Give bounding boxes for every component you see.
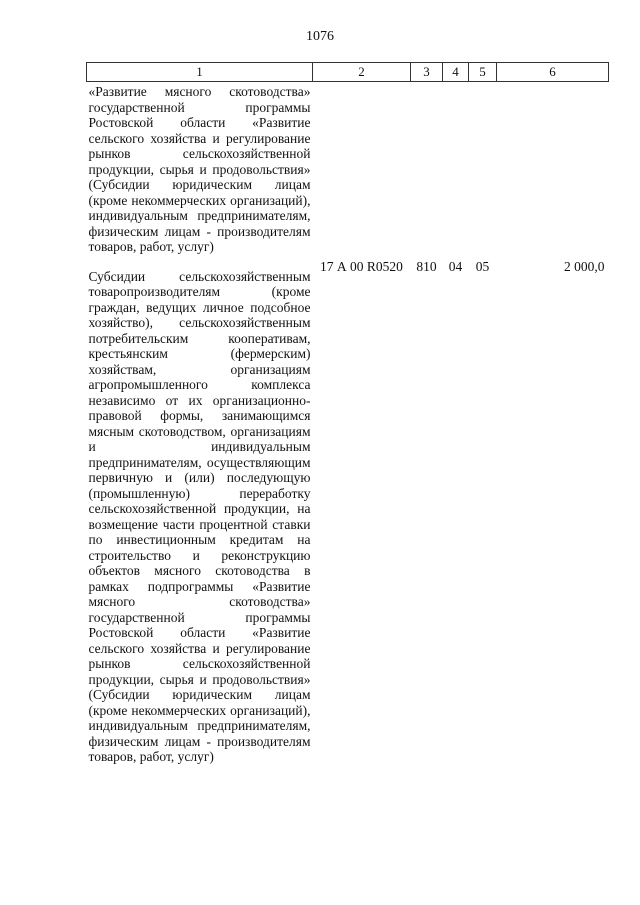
row-vr bbox=[411, 82, 443, 257]
row-vr: 810 bbox=[416, 258, 437, 274]
row-code bbox=[313, 82, 411, 257]
header-col-4: 4 bbox=[443, 63, 469, 82]
row-sum: 2 000,0 bbox=[564, 258, 605, 274]
row-code: 17 А 00 R0520 bbox=[320, 258, 403, 274]
row-description: «Развитие мясного скотоводства» государственной программы Ростовской области «Развитие сельского хозяйства и регулирование рынков сельскохозяйственной продукции, сырья и продовольствия» (Субсидии юридическим лицам (кроме некоммерческих организаций), индивидуальным предпринимателям, физическим лицам - производителям товаров, работ, услуг) bbox=[88, 84, 311, 254]
header-col-1: 1 bbox=[87, 63, 313, 82]
row-rz: 04 bbox=[448, 258, 463, 274]
page-number: 1076 bbox=[306, 29, 334, 44]
row-description: Субсидии сельскохозяйственным товаропроизводителям (кроме граждан, ведущих личное подсобное хозяйство), сельскохозяйственным потребительским кооперативам, крестьянским (фермерским) хозяйствам, организациям агропромышленного комплекса независимо от их организационно-правовой формы, занимающимся мясным скотоводством, организациям и индивидуальным предпринимателям, осуществляющим первичную и (или) последующую (промышленную) переработку сельскохозяйственной продукции, на возмещение части процентной ставки по инвестиционным кредитам на строительство и реконструкцию объектов мясного скотоводства в рамках подпрограммы «Развитие мясного скотоводства» государственной программы Ростовской области «Развитие сельского хозяйства и регулирование рынков сельскохозяйственной продукции, сырья и продовольствия» (Субсидии юридическим лицам (кроме некоммерческих организаций), индивидуальным предпринимателям, физическим лицам - производителям товаров, работ, услуг) bbox=[88, 268, 311, 764]
header-col-3: 3 bbox=[411, 63, 443, 82]
table-row bbox=[87, 257, 609, 767]
table-row bbox=[87, 82, 609, 257]
row-pr bbox=[469, 82, 497, 257]
row-pr: 05 bbox=[475, 258, 490, 274]
row-sum bbox=[497, 82, 609, 257]
header-col-5: 5 bbox=[469, 63, 497, 82]
header-col-6: 6 bbox=[497, 63, 609, 82]
budget-table bbox=[86, 62, 609, 767]
row-rz bbox=[443, 82, 469, 257]
table-header-row bbox=[87, 63, 609, 82]
header-col-2: 2 bbox=[313, 63, 411, 82]
